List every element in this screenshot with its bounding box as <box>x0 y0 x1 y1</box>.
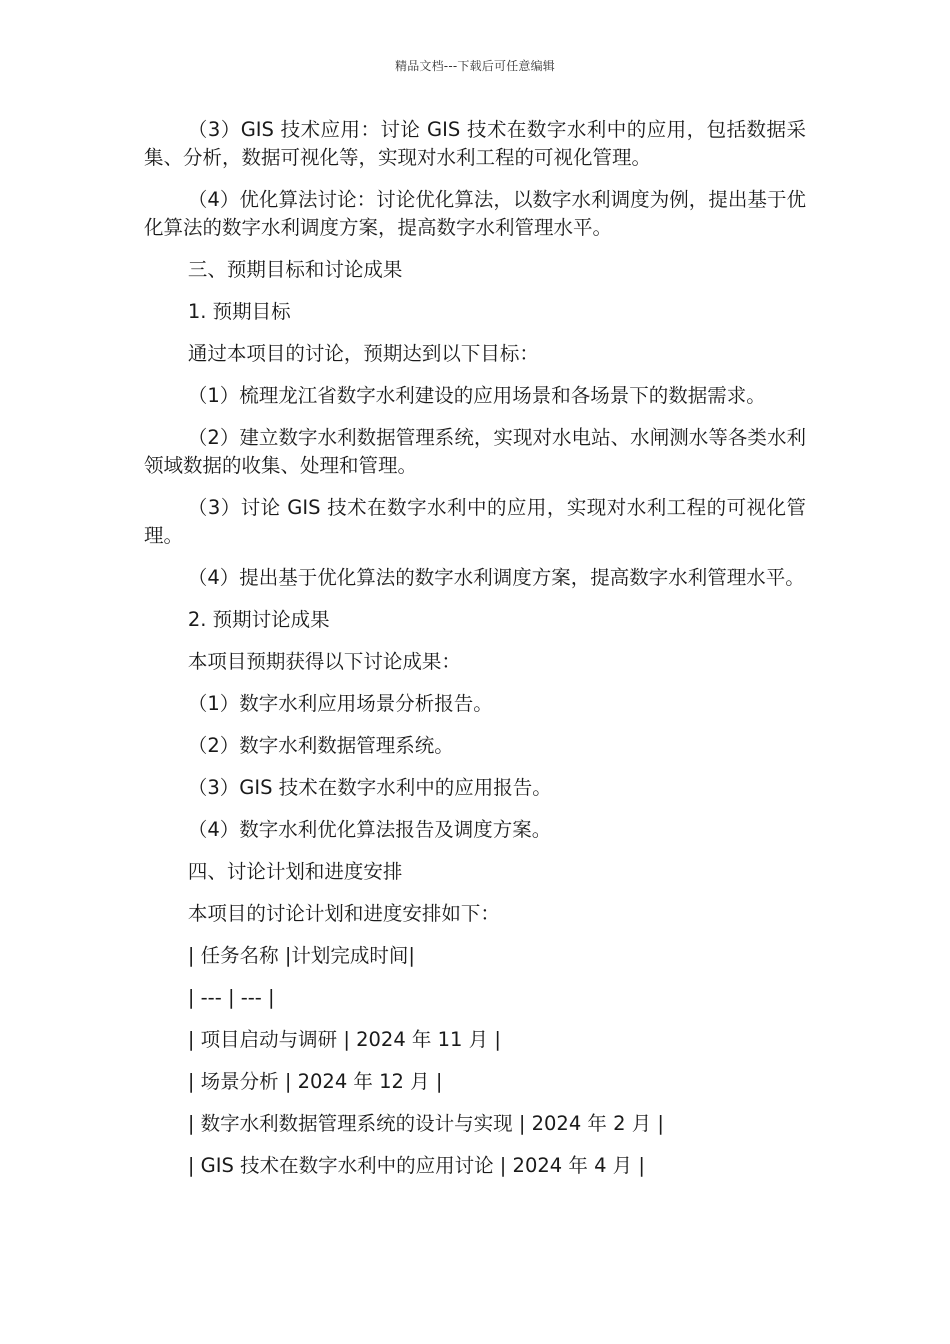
section-heading-plan-schedule: 四、讨论计划和进度安排 <box>187 860 403 883</box>
page-header: 精品文档---下载后可任意编辑 <box>395 59 555 73</box>
goal-item-4: （4）提出基于优化算法的数字水利调度方案，提高数字水利管理水平。 <box>187 566 805 589</box>
goal-item-3: （3）讨论 GIS 技术在数字水利中的应用，实现对水利工程的可视化管理。 <box>144 496 806 547</box>
section-heading-expected-goals: 三、预期目标和讨论成果 <box>187 258 403 281</box>
paragraph-goals-intro: 通过本项目的讨论，预期达到以下目标： <box>187 342 539 365</box>
paragraph-optimization-algorithm: （4）优化算法讨论：讨论优化算法，以数字水利调度为例，提出基于优化算法的数字水利调度方案，提高数字水利管理水平。 <box>144 188 806 239</box>
result-item-4: （4）数字水利优化算法报告及调度方案。 <box>187 818 552 841</box>
paragraph-results-intro: 本项目预期获得以下讨论成果： <box>187 650 461 673</box>
result-item-3: （3）GIS 技术在数字水利中的应用报告。 <box>187 776 552 799</box>
table-line-row: | 项目启动与调研 | 2024 年 11 月 | <box>187 1028 501 1051</box>
goal-item-2: （2）建立数字水利数据管理系统，实现对水电站、水闸测水等各类水利领域数据的收集、处理和管理。 <box>144 426 806 477</box>
table-line-row: | 数字水利数据管理系统的设计与实现 | 2024 年 2 月 | <box>187 1112 665 1135</box>
result-item-2: （2）数字水利数据管理系统。 <box>187 734 454 757</box>
goal-item-1: （1）梳理龙江省数字水利建设的应用场景和各场景下的数据需求。 <box>187 384 766 407</box>
subheading-expected-goals: 1. 预期目标 <box>187 300 291 323</box>
table-line-header: | 任务名称 |计划完成时间| <box>187 944 415 967</box>
subheading-expected-results: 2. 预期讨论成果 <box>187 608 330 631</box>
paragraph-gis-application: （3）GIS 技术应用：讨论 GIS 技术在数字水利中的应用，包括数据采集、分析，数据可视化等，实现对水利工程的可视化管理。 <box>144 118 806 169</box>
result-item-1: （1）数字水利应用场景分析报告。 <box>187 692 493 715</box>
table-line-row: | 场景分析 | 2024 年 12 月 | <box>187 1070 443 1093</box>
table-line-separator: | --- | --- | <box>187 986 275 1009</box>
paragraph-plan-intro: 本项目的讨论计划和进度安排如下： <box>187 902 500 925</box>
table-line-row: | GIS 技术在数字水利中的应用讨论 | 2024 年 4 月 | <box>187 1154 645 1177</box>
document-body <box>144 116 806 1194</box>
